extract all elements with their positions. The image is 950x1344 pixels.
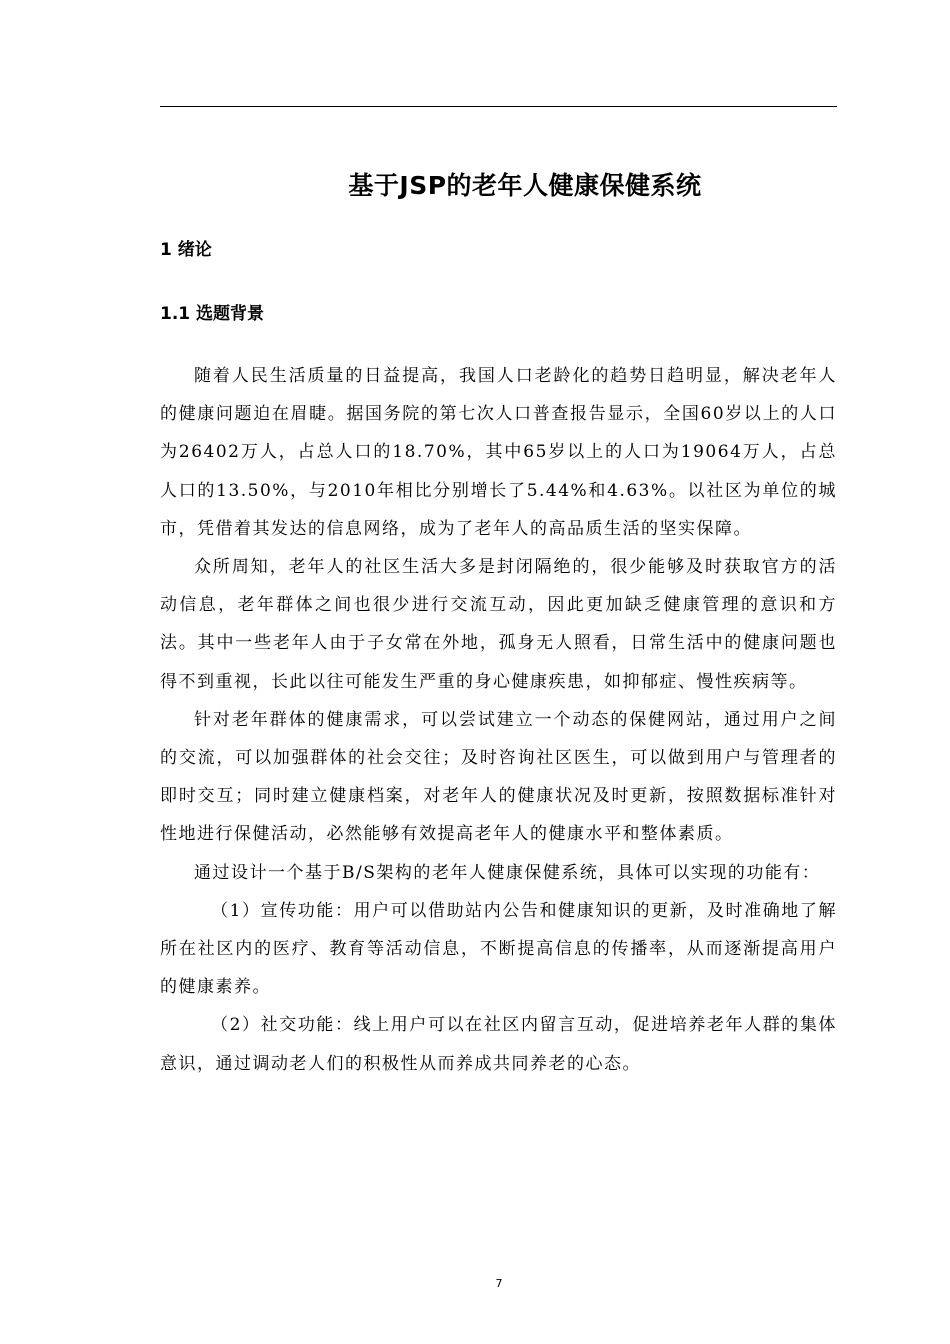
section-heading: 1.1 选题背景 bbox=[160, 304, 265, 324]
header-rule bbox=[160, 106, 837, 107]
page-number: 7 bbox=[495, 1277, 503, 1290]
paragraph: 随着人民生活质量的日益提高，我国人口老龄化的趋势日趋明显，解决老年人的健康问题迫在眉睫。据国务院的第七次人口普查报告显示，全国60岁以上的人口为26402万人，占总人口的18.70%，其中65岁以上的人口为19064万人，占总人口的13.50%，与2010年相比分别增长了5.44%和4.63%。以社区为单位的城市，凭借着其发达的信息网络，成为了老年人的高品质生活的坚实保障。 bbox=[160, 366, 837, 539]
document-title: 基于JSP的老年人健康保健系统 bbox=[348, 171, 702, 200]
paragraph: 通过设计一个基于B/S架构的老年人健康保健系统，具体可以实现的功能有： bbox=[194, 862, 821, 883]
chapter-heading: 1 绪论 bbox=[160, 240, 212, 260]
paragraph: 针对老年群体的健康需求，可以尝试建立一个动态的保健网站，通过用户之间的交流，可以加强群体的社会交往；及时咨询社区医生，可以做到用户与管理者的即时交互；同时建立健康档案，对老年人的健康状况及时更新，按照数据标准针对性地进行保健活动，必然能够有效提高老年人的健康水平和整体素质。 bbox=[160, 709, 837, 845]
list-paragraph: （2）社交功能：线上用户可以在社区内留言互动，促进培养老年人群的集体意识，通过调动老人们的积极性从而养成共同养老的心态。 bbox=[160, 1015, 837, 1074]
list-paragraph: （1）宣传功能：用户可以借助站内公告和健康知识的更新，及时准确地了解所在社区内的医疗、教育等活动信息，不断提高信息的传播率，从而逐渐提高用户的健康素养。 bbox=[160, 900, 837, 998]
body-text bbox=[160, 357, 837, 1083]
paragraph: 众所周知，老年人的社区生活大多是封闭隔绝的，很少能够及时获取官方的活动信息，老年群体之间也很少进行交流互动，因此更加缺乏健康管理的意识和方法。其中一些老年人由于子女常在外地，孤身无人照看，日常生活中的健康问题也得不到重视，长此以往可能发生严重的身心健康疾患，如抑郁症、慢性疾病等。 bbox=[160, 557, 837, 692]
